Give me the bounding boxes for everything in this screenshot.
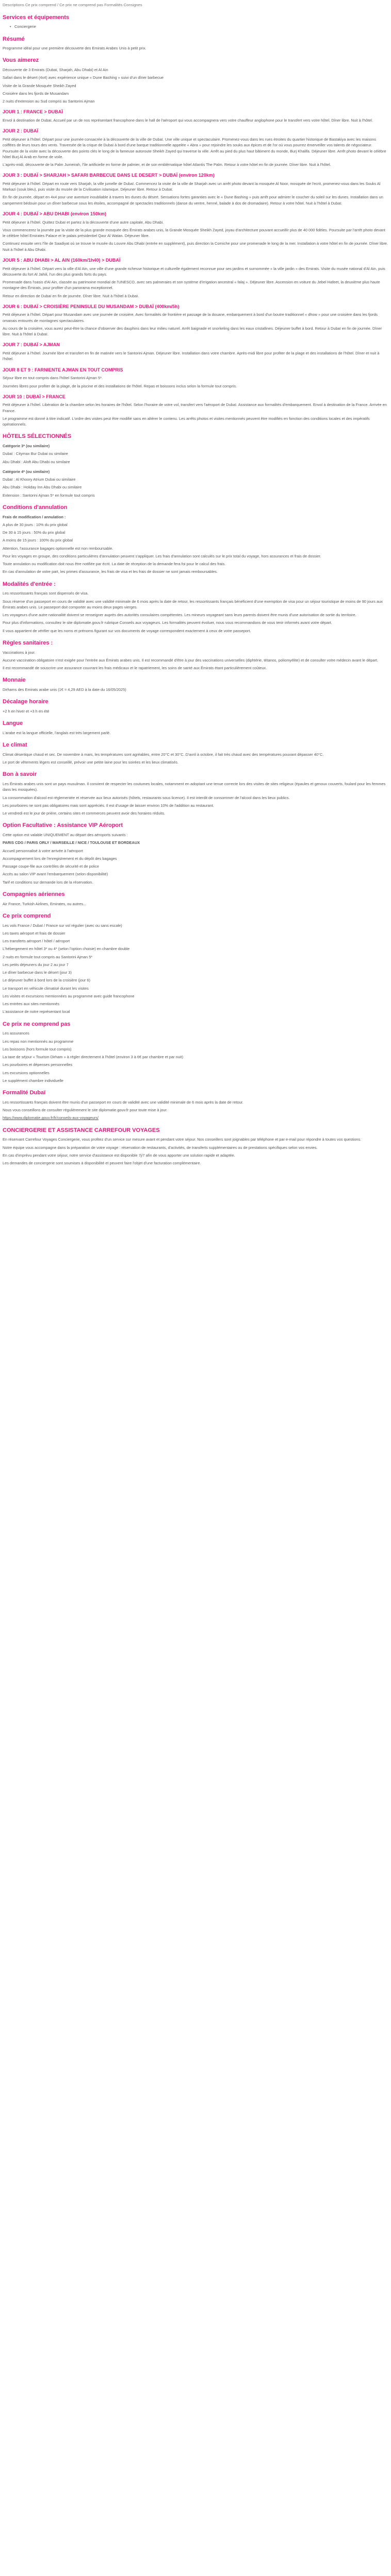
comprend-item: Le transport en véhicule climatisé durant les visites	[3, 986, 89, 991]
day-title: JOUR 1 : FRANCE > DUBAÏ	[3, 109, 63, 115]
option-item: Accueil personnalisé à votre arrivée à l'aéroport	[3, 848, 83, 853]
bon-savoir-text: Les pourboires ne sont pas obligatoires mais sont appréciés. Il est d'usage de laisser environ 10% de l'addition au restaurant.	[3, 803, 214, 808]
option-title: Option Facultative : Assistance VIP Aéroport	[3, 822, 123, 829]
itinerary	[3, 109, 388, 427]
ne-comprend-item: La taxe de séjour « Tourism Dirham » à régler directement à l'hôtel (environ 3 à 6€ par chambre et par nuit)	[3, 1055, 184, 1060]
condition-text: En cas d'annulation de votre part, les primes d'assurance, les frais de visa et les frais de dossier ne sont jamais remboursables.	[3, 569, 218, 574]
bon-savoir-text: Les Émirats arabes unis sont un pays musulman. Il convient de respecter les coutumes locales, notamment en adoptant une tenue correcte lors des visites de sites religieux (épaules et genoux couverts, foulard pour les femmes dans les mosquées).	[3, 782, 386, 792]
langue-text: L'arabe est la langue officielle, l'anglais est très largement parlé.	[3, 731, 111, 736]
hotels-cat3-label: Catégorie 3* (ou similaire)	[3, 444, 50, 449]
monnaie-title: Monnaie	[3, 677, 26, 684]
resume-text: Programme idéal pour une première découverte des Emirats Arabes Unis à petit prix.	[3, 46, 146, 51]
ne-comprend-title: Ce prix ne comprend pas	[3, 1021, 71, 1027]
day-text: Petit déjeuner à l'hôtel. Journée libre et transfert en fin de matinée vers le Santorini Ajman. Déjeuner libre. Installation dans votre chambre. Après-midi libre pour profiter de la plage et des installations de l'hôtel. Dîner et nuit à l'hôtel.	[3, 351, 380, 362]
vous-aimerez-title: Vous aimerez	[3, 57, 39, 64]
climat-text: Climat désertique chaud et sec. De novembre à mars, les températures sont agréables, entre 20°C et 30°C. D'avril à octobre, il fait très chaud avec des températures pouvant dépasser 40°C.	[3, 752, 324, 757]
conciergerie-text: Notre équipe vous accompagne dans la préparation de votre voyage : réservation de restaurants, d'activités, de transferts supplémentaires ou de prestations spécifiques selon vos envies.	[3, 1145, 318, 1150]
monnaie-text: Dirhams des Emirats arabe unis (1€ = 4,29 AED à la date du 16/05/2025)	[3, 687, 126, 692]
day-text: Petit déjeuner à l'hôtel. Départ vers la ville d'Al Ain, une ville d'une grande richesse historique et culturelle également reconnue pour ses jardins et surnommée « la ville jardin » des Emirats. Visite du musée national d'Al Ain, puis découverte du fort Al Jahili, l'un des plus grands forts du pays.	[3, 266, 385, 277]
day-text: Petit déjeuner à l'hôtel. Libération de la chambre selon les horaires de l'hôtel. Selon l'horaire de votre vol, transfert vers l'aéroport de Dubaï. Assistance aux formalités d'embarquement. Envol à destination de la France. Arrivée en France.	[3, 402, 387, 413]
conciergerie-text: En réservant Carrefour Voyages Conciergerie, vous profitez d'un service sur mesure avant et pendant votre séjour. Nos conseillers sont joignables par téléphone et par e-mail pour répondre à toutes vos questions.	[3, 1137, 362, 1142]
conditions-subtitle: Frais de modification / annulation :	[3, 514, 66, 519]
regles-text: Aucune vaccination obligatoire n'est exigée pour l'entrée aux Émirats arabes unis. Il est recommandé d'être à jour des vaccinations universelles (diphtérie, tétanos, poliomyélite) et de consulter votre médecin avant le départ.	[3, 657, 379, 663]
bon-savoir-text: Le vendredi est le jour de prière, certains sites et commerces peuvent avoir des horaires réduits.	[3, 811, 166, 816]
bon-savoir-title: Bon à savoir	[3, 771, 37, 778]
comprend-item: 2 nuits en formule tout compris au Santorini Ajman 5*	[3, 954, 93, 959]
compagnies-text: Air France, Turkish Airlines, Emirates, ou autres...	[3, 901, 87, 906]
highlight-line: Découverte de 3 Emirats (Dubaï, Sharjah, Abu Dhabi) et Al Ain	[3, 67, 108, 73]
formalite-text: Nous vous conseillons de consulter régulièrement le site diplomatie.gouv.fr pour toute mise à jour.	[3, 1108, 168, 1113]
day-text: Petit déjeuner à l'hôtel. Quittez Dubaï et partez à la découverte d'une autre capitale, Abu Dhabi.	[3, 219, 164, 225]
formalite-title: Formalité Dubaï	[3, 1090, 46, 1096]
day-text: Séjour libre en tout compris dans l'hôtel Santorini Ajman 5*.	[3, 376, 103, 381]
condition-line: A plus de 30 jours : 10% du prix global	[3, 522, 68, 527]
condition-text: Toute annulation ou modification doit nous être notifiée par écrit. La date de réception de la demande fera foi pour le calcul des frais.	[3, 562, 226, 567]
comprend-item: Les visites et excursions mentionnées au programme avec guide francophone	[3, 993, 135, 998]
comprend-item: Le dîner barbecue dans le désert (jour 3)	[3, 970, 72, 975]
modalites-text: Il vous appartient de vérifier que les noms et prénoms figurant sur vos documents de voyage correspondent exactement à ceux de votre passeport.	[3, 628, 251, 633]
modalites-title: Modalités d'entrée :	[3, 581, 56, 587]
comprend-item: Les petits déjeuners du jour 2 au jour 7	[3, 962, 69, 967]
comprend-item: Les entrées aux sites mentionnés	[3, 1002, 60, 1007]
option-item: Passage coupe-file aux contrôles de sécurité et de police	[3, 864, 99, 869]
day-text: Petit déjeuner à l'hôtel. Départ pour une journée consacrée à la découverte de la ville de Dubaï. Une ville unique et spectaculaire. Promenez-vous dans les rues étroites du quartier historique de Bastakiya avec les maisons coiffées de leurs tours des vents. Traversée de la crique de Dubaï à bord d'une barque traditionnelle appelée « Abra » pour rejoindre les souks aux épices et de l'or où vous pourrez émerveiller vos talents de négociateur. Poursuite de la visite avec la découverte des points clés le long de la fameuse autoroute Sheikh Zayed qui traverse la ville. Arrêt au pied du plus haut bâtiment du monde, Burj Khalifa. Déjeuner libre. Arrêt photo devant le célèbre hôtel Burj Al Arab en forme de voile.	[3, 137, 386, 159]
comprend-item: Les transferts aéroport / hôtel / aéroport	[3, 939, 70, 944]
regles-intro: Vaccinations à jour.	[3, 650, 36, 655]
modalites-intro: Les ressortissants français sont dispensés de visa.	[3, 591, 89, 596]
day-text: Petit déjeuner à l'hôtel. Départ pour Musandam avec une journée de croisière. Avec formalités de frontière et passage de la douane, embarquement à bord d'un boutre traditionnel « dhow » pour une croisière dans les fjords omanais entourés de montagnes spectaculaires.	[3, 312, 378, 323]
option-note: Tarif et conditions sur demande lors de la réservation.	[3, 879, 93, 885]
hotel-line: Abu Dhabi : Aloft Abu Dhabi ou similaire	[3, 459, 70, 464]
option-item: Accompagnement lors de l'enregistrement et du dépôt des bagages	[3, 856, 117, 861]
ne-comprend-list	[3, 1030, 388, 1083]
formalite-link[interactable]: https://www.diplomatie.gouv.fr/fr/conseils-aux-voyageurs/	[3, 1115, 99, 1121]
ne-comprend-item: Les pourboires et dépenses personnelles	[3, 1062, 73, 1067]
day-text: Envol à destination de Dubaï. Accueil par un de nos représentant francophone dans le hall de l'aéroport qui vous accompagnera vers votre chauffeur anglophone pour le transfert vers votre hôtel. Dîner libre. Nuit à l'hôtel.	[3, 118, 373, 123]
comprend-title: Ce prix comprend	[3, 912, 51, 919]
service-item: • Conciergerie	[10, 24, 388, 29]
conciergerie-text: En cas d'imprévu pendant votre séjour, notre service d'assistance est disponible 7j/7 afin de vous apporter une solution rapide et adaptée.	[3, 1153, 235, 1158]
day-title: JOUR 8 ET 9 : FARNIENTE AJMAN EN TOUT COMPRIS	[3, 367, 123, 372]
day-text: L'après-midi, découverte de la Palm Jumeirah, l'île artificielle en forme de palmier, et de son emblématique hôtel Atlantis The Palm. Retour à votre hôtel en fin de journée. Dîner libre. Nuit à l'hôtel.	[3, 162, 331, 167]
vous-aimerez-list	[3, 67, 388, 104]
langue-title: Langue	[3, 720, 23, 727]
option-item: Accès au salon VIP avant l'embarquement (selon disponibilité)	[3, 872, 108, 877]
option-airports: PARIS CDG / PARIS ORLY / MARSEILLE / NICE / TOULOUSE ET BORDEAUX	[3, 840, 140, 845]
hotels-title: HÔTELS SÉLECTIONNÉS	[3, 433, 72, 440]
modalites-text: Pour plus d'informations, consultez le site diplomatie.gouv.fr rubrique Conseils aux voyageurs. Les formalités peuvent évoluer, nous vous recommandons de vous tenir informés avant votre départ.	[3, 620, 332, 625]
resume-title: Résumé	[3, 36, 25, 42]
condition-line: De 30 à 15 jours : 50% du prix global	[3, 530, 66, 535]
hotel-line: Dubaï : Al Khoory Atrium Dubai ou similaire	[3, 477, 76, 482]
conciergerie-text: Les demandes de conciergerie sont soumises à disponibilité et peuvent faire l'objet d'une facturation complémentaire.	[3, 1161, 201, 1166]
day-text: Au cours de la croisière, vous aurez peut-être la chance d'observer des dauphins dans leur milieu naturel. Arrêt baignade et snorkeling dans les eaux cristallines. Déjeuner buffet à bord. Retour à Dubaï en fin de journée. Dîner libre. Nuit à l'hôtel à Dubaï.	[3, 326, 382, 337]
hotel-line: Abu Dhabi : Holiday Inn Abu Dhabi ou similaire	[3, 485, 82, 490]
modalites-text: Les voyageurs d'une autre nationalité doivent se renseigner auprès des autorités consulaires compétentes. Les mineurs voyageant sans leurs parents doivent être munis d'une autorisation de sortie du territoire.	[3, 613, 356, 618]
highlight-line: 2 nuits d'extension au Sud compris au Santorini Ajman	[3, 99, 95, 104]
ne-comprend-item: Les excursions optionnelles	[3, 1070, 50, 1075]
conditions-title: Conditions d'annulation	[3, 504, 68, 511]
day-title: JOUR 7 : DUBAÏ > AJMAN	[3, 342, 60, 348]
services-list	[10, 24, 388, 29]
day-title: JOUR 6 : DUBAÏ > CROISIÈRE PENINSULE DU MUSANDAM > DUBAÏ (400km/5h)	[3, 303, 180, 309]
day-text: Continuez ensuite vers l'île de Saadiyat où se trouve le musée du Louvre Abu Dhabi (entrée en supplément), puis direction la Corniche pour une promenade le long de la mer. Installation à votre hôtel en fin de journée. Dîner libre. Nuit à l'hôtel à Abu Dhabi.	[3, 241, 388, 252]
day-title: JOUR 10 : DUBAÏ > FRANCE	[3, 394, 66, 399]
ne-comprend-item: Les boissons (hors formule tout compris)	[3, 1046, 72, 1052]
highlight-line: Croisière dans les fjords de Musandam	[3, 91, 69, 96]
bon-savoir-text: La consommation d'alcool est réglementée et réservée aux lieux autorisés (hôtels, restaurants sous licence). Il est interdit de consommer de l'alcool dans les lieux publics.	[3, 795, 290, 800]
modalites-text: Sous réserve d'un passeport en cours de validité avec une validité minimale de 6 mois après la date de retour, les ressortissants français bénéficient d'une exemption de visa pour un séjour touristique de moins de 90 jours aux Émirats arabes unis. Le passeport doit comporter au moins deux pages vierges.	[3, 599, 383, 609]
regles-title: Règles sanitaires :	[3, 639, 53, 646]
day-title: JOUR 3 : DUBAÏ > SHARJAH > SAFARI BARBECUE DANS LE DESERT > DUBAÏ (environ 120km)	[3, 173, 215, 178]
option-intro: Cette option est valable UNIQUEMENT au départ des aéroports suivants :	[3, 833, 128, 838]
services-title: Services et équipements	[3, 14, 70, 21]
day-title: JOUR 5 : ABU DHABI > AL AIN (160km/1h40) > DUBAÏ	[3, 257, 121, 263]
day-text: En fin de journée, départ en 4x4 pour une aventure inoubliable à travers les dunes du désert. Sensations fortes garanties avec le « Dune Bashing » puis arrêt pour admirer le coucher du soleil sur les dunes. Installation dans un campement bédouin pour un dîner barbecue sous les étoiles, accompagné de spectacles traditionnels (danse du ventre, henné, balade à dos de dromadaire). Retour à votre hôtel. Nuit à l'hôtel à Dubaï.	[3, 195, 383, 206]
decalage-title: Décalage horaire	[3, 699, 48, 705]
day-text: Journées libres pour profiter de la plage, de la piscine et des installations de l'hôtel. Repas et boissons inclus selon la formule tout compris.	[3, 383, 237, 388]
conciergerie-title: CONCIERGERIE ET ASSISTANCE CARREFOUR VOYAGES	[3, 1127, 160, 1133]
comprend-item: Le déjeuner buffet à bord lors de la croisière (jour 6)	[3, 978, 90, 983]
day-title: JOUR 2 : DUBAÏ	[3, 128, 39, 134]
highlight-line: Visite de la Grande Mosquée Sheikh Zayed	[3, 83, 76, 88]
day-text: Vous commencerez la journée par la visite de la plus grande mosquée des Émirats arabes unis, la Grande Mosquée Sheikh Zayed, joyau d'architecture pouvant accueillir plus de 40 000 fidèles. Poursuite par l'arrêt photo devant le célèbre hôtel Emirates Palace et le palais présidentiel Qasr Al Watan. Déjeuner libre.	[3, 227, 385, 239]
ne-comprend-item: Le supplément chambre individuelle	[3, 1078, 63, 1083]
day-text: Petit déjeuner à l'hôtel. Départ en route vers Sharjah, la ville jumelle de Dubaï. Commencez la visite de la ville de Sharjah avec un arrêt photo devant la mosquée Al Noor, mosquée de l'ecrit, promenez-vous dans les Souks Al Markazi (souk bleu), puis visite du musée de la Civilisation islamique. Déjeuner libre. Retour à Dubaï.	[3, 181, 381, 192]
regles-text: Il est recommandé de souscrire une assurance couvrant les frais médicaux et le rapatriement, les soins de santé aux Émirats étant particulièrement coûteux.	[3, 666, 267, 671]
decalage-text: +2 h en hiver et +3 h en été	[3, 709, 50, 714]
ne-comprend-item: Les assurances	[3, 1031, 29, 1036]
day-text: Retour en direction de Dubaï en fin de journée. Dîner libre. Nuit à l'hôtel à Dubaï.	[3, 293, 139, 298]
compagnies-title: Compagnies aériennes	[3, 891, 65, 897]
comprend-item: L'hébergement en hôtel 3* ou 4* (selon l'option choisie) en chambre double	[3, 946, 130, 952]
comprend-item: Les taxes aéroport et frais de dossier	[3, 930, 66, 936]
comprend-item: Les vols France / Dubaï / France sur vol régulier (avec ou sans escale)	[3, 923, 122, 928]
highlight-line: Safari dans le désert (4x4) avec expérience unique « Dune Bashing » suivi d'un dîner barbecue	[3, 75, 164, 80]
comprend-item: L'assistance de notre représentant local	[3, 1009, 70, 1014]
climat-title: Le climat	[3, 742, 27, 749]
comprend-list	[3, 923, 388, 1015]
day-title: JOUR 4 : DUBAÏ > ABU DHABI (environ 150km)	[3, 211, 106, 216]
tab-links[interactable]: Descriptions Ce prix comprend / Ce prix ne comprend pas Formalités Consignes	[3, 3, 142, 7]
condition-line: A moins de 15 jours : 100% du prix global	[3, 538, 73, 543]
condition-line: Attention, l'assurance bagages optionnelle est non remboursable.	[3, 546, 113, 551]
day-text: Promenade dans l'oasis d'Al Ain, classée au patrimoine mondial de l'UNESCO, avec ses palmeraies et son système d'irrigation ancestral « falaj ». Déjeuner libre. Ascension en voiture du Jebel Hafeet, la deuxième plus haute montagne des Émirats, pour profiter d'un panorama exceptionnel.	[3, 280, 380, 291]
climat-text: Le port de vêtements légers est conseillé, prévoir une petite laine pour les soirées et les lieux climatisés.	[3, 760, 178, 765]
formalite-text: Les ressortissants français doivent être munis d'un passeport en cours de validité avec une validité minimale de 6 mois après la date de retour.	[3, 1099, 243, 1105]
ne-comprend-item: Les repas non mentionnés au programme	[3, 1039, 74, 1044]
hotels-cat4-label: Catégorie 4* (ou similaire)	[3, 469, 50, 474]
condition-text: Pour les voyages en groupe, des conditions particulières d'annulation peuvent s'appliquer. Les frais d'annulation sont calculés sur le prix total du voyage, hors assurances et frais de dossier.	[3, 553, 321, 558]
hotel-line: Dubaï : Citymax Bur Dubai ou similaire	[3, 451, 68, 456]
hotel-extension: Extension : Santorini Ajman 5* en formule tout compris	[3, 493, 95, 498]
day-text: Le programme est donné à titre indicatif. L'ordre des visites peut être modifié sans en altérer le contenu. Les arrêts photos et visites mentionnés peuvent être modifiés en fonction des conditions locales et des impératifs opérationnels.	[3, 416, 370, 427]
